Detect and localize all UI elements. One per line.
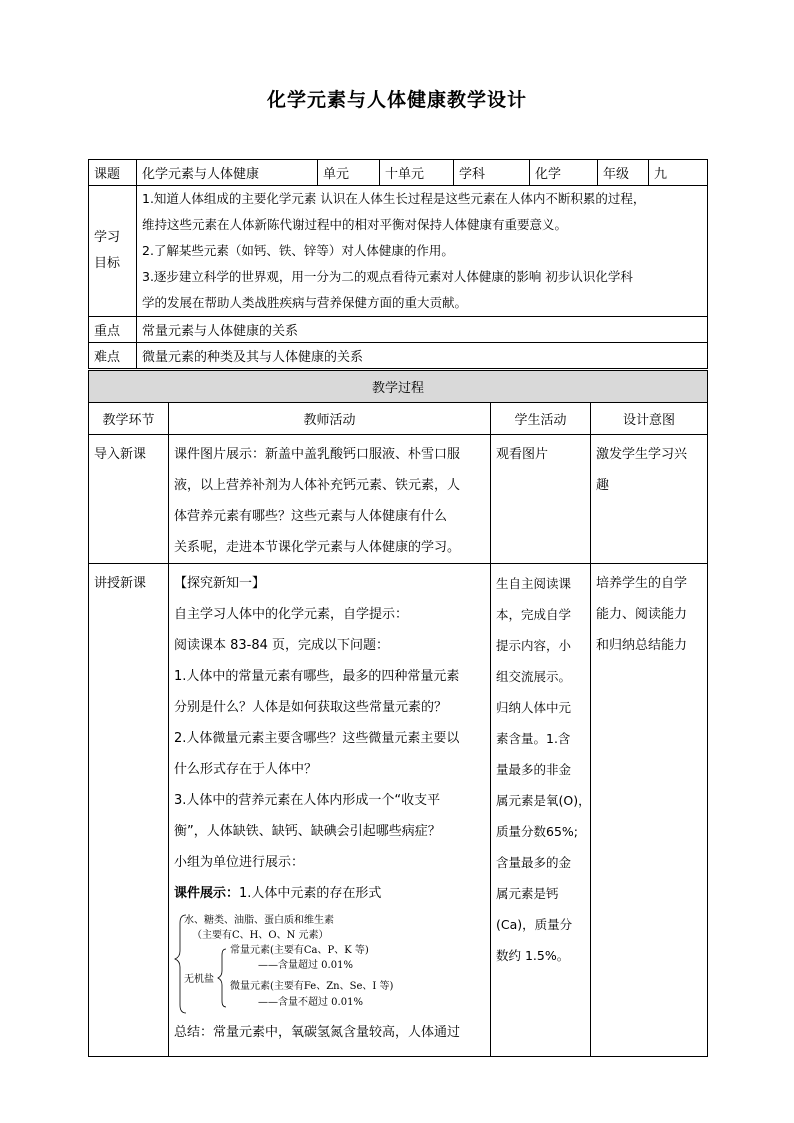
lesson-info-table [88, 159, 708, 369]
topic-value: 化学元素与人体健康 [137, 160, 318, 186]
document-title: 化学元素与人体健康教学设计 [266, 89, 527, 111]
unit-value: 十单元 [380, 160, 454, 186]
teaching-process-table [88, 370, 708, 1057]
lecture-teacher: 【探究新知一】 自主学习人体中的化学元素，自学提示： 阅读课本 83-84 页，完成以下问题： 1.人体中的常量元素有哪些，最多的四种常量元素 分别是什么？人体是如何获取这些常量元素的？ 2.人体微量元素主要含哪些？这些微量元素主要以 什么形式存在于人体中？ 3.人体中的营养元素在人体内形成一个“收支平 衡”，人体缺铁、缺钙、缺碘会引起哪些病症？ 小组为单位进行展示： 课件展示：1.人体中元素的存在形式 水、糖类、油脂、蛋白质和维生素 （主要有C、H、O、N 元素） 无机盐 常量元素(主要有Ca、P、K 等) ——含量超过 0.01% 微量元素(主要有Fe、Zn、Se、I 等) ——含量不超过 0.01% 总结：常量元素中，氧碳氢氮含量较高，人体通过 [169, 564, 491, 1057]
diagram-organic-note: （主要有C、H、O、N 元素） [192, 930, 329, 941]
outer-brace [175, 915, 186, 1013]
difficulty-text: 微量元素的种类及其与人体健康的关系 [137, 343, 708, 369]
grade-value: 九 [649, 160, 708, 186]
goal-line: 3.逐步建立科学的世界观，用一分为二的观点看待元素对人体健康的影响 初步认识化学科 [142, 269, 633, 284]
diagram-inorganic: 无机盐 [184, 974, 214, 985]
diagram-micro: 微量元素(主要有Fe、Zn、Se、I 等) [230, 981, 394, 992]
goal-line: 学的发展在帮助人类战胜疾病与营养保健方面的重大贡献。 [142, 295, 468, 310]
diagram-macro: 常量元素(主要有Ca、P、K 等) [230, 945, 369, 956]
difficulty-label: 难点 [89, 343, 137, 369]
lecture-intent: 培养学生的自学 能力、阅读能力 和归纳总结能力 [591, 564, 708, 1057]
goal-line: 维持这些元素在人体新陈代谢过程中的相对平衡对保持人体健康有重要意义。 [142, 217, 568, 232]
diagram-micro-note: ——含量不超过 0.01% [258, 997, 363, 1008]
inner-brace [218, 949, 226, 1007]
intro-intent: 激发学生学习兴 趣 [591, 435, 708, 564]
diagram-organic: 水、糖类、油脂、蛋白质和维生素 [184, 915, 334, 926]
intro-student: 观看图片 [491, 435, 591, 564]
subject-label: 学科 [454, 160, 530, 186]
header-intent: 设计意图 [591, 403, 708, 435]
process-section-title: 教学过程 [89, 371, 708, 403]
element-forms-diagram [174, 909, 485, 1017]
header-student: 学生活动 [491, 403, 591, 435]
goal-line: 2.了解某些元素（如钙、铁、锌等）对人体健康的作用。 [142, 243, 454, 258]
header-stage: 教学环节 [89, 403, 169, 435]
goals-content [137, 186, 708, 317]
subject-value: 化学 [530, 160, 598, 186]
grade-label: 年级 [598, 160, 649, 186]
lecture-stage: 讲授新课 [89, 564, 169, 1057]
topic-label: 课题 [89, 160, 137, 186]
lecture-student: 生自主阅读课 本，完成自学 提示内容，小 组交流展示。 归纳人体中元 素含量。1.含 量最多的非金 属元素是氧(O)， 质量分数65%; 含量最多的金 属元素是钙 (Ca)，质量分 数约 1.5%。 [491, 564, 591, 1057]
goals-label: 学习 目标 [89, 186, 137, 317]
diagram-macro-note: ——含量超过 0.01% [258, 960, 353, 971]
intro-teacher: 课件图片展示：新盖中盖乳酸钙口服液、朴雪口服 液，以上营养补剂为人体补充钙元素、铁元素，人 体营养元素有哪些？这些元素与人体健康有什么 关系呢，走进本节课化学元素与人体健康的学习。 [169, 435, 491, 564]
key-point-label: 重点 [89, 317, 137, 343]
intro-stage: 导入新课 [89, 435, 169, 564]
unit-label: 单元 [318, 160, 380, 186]
header-teacher: 教师活动 [169, 403, 491, 435]
display-text: 1.人体中元素的存在形式 [239, 886, 382, 901]
element-forms-diagram-svg [174, 909, 404, 1017]
key-point-text: 常量元素与人体健康的关系 [137, 317, 708, 343]
display-label: 课件展示： [174, 886, 240, 901]
goal-line: 1.知道人体组成的主要化学元素 认识在人体生长过程是这些元素在人体内不断积累的过程， [142, 191, 646, 206]
